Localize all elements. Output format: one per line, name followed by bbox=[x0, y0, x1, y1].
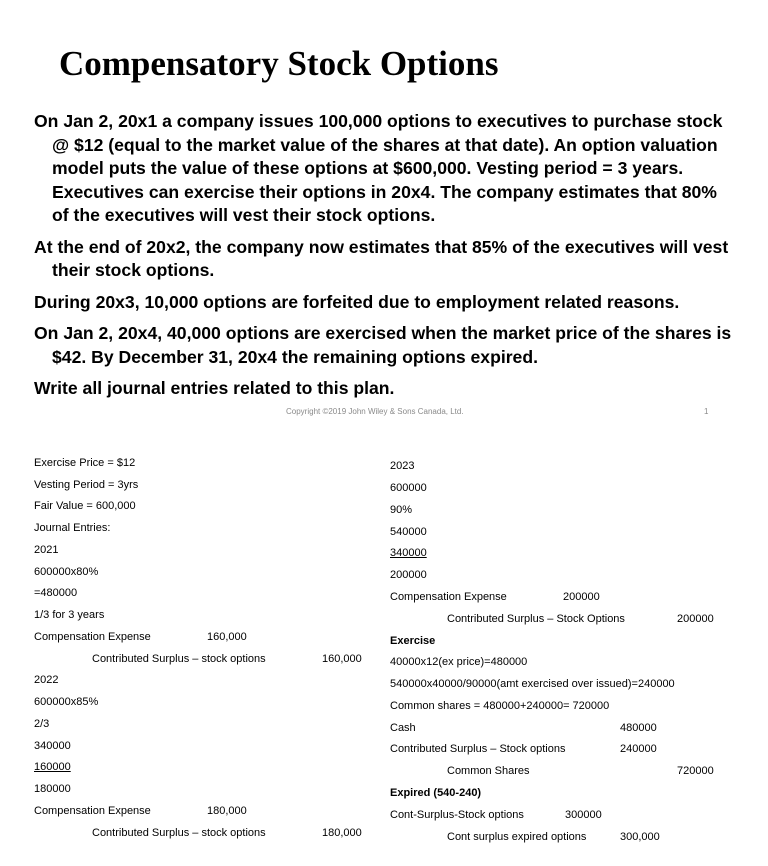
entry1-debit: Compensation Expense bbox=[34, 631, 151, 643]
calc-2022: 600000x85% bbox=[34, 696, 99, 708]
expired-credit-amount: 300,000 bbox=[620, 831, 660, 843]
exercise-calc-1: 40000x12(ex price)=480000 bbox=[390, 656, 528, 668]
expired-credit: Cont surplus expired options bbox=[447, 831, 587, 843]
entry1-debit-amount: 160,000 bbox=[207, 631, 247, 643]
entry3-debit: Compensation Expense bbox=[390, 591, 507, 603]
year-2022: 2022 bbox=[34, 674, 59, 686]
entry1-credit-amount: 160,000 bbox=[322, 653, 362, 665]
vesting-period: Vesting Period = 3yrs bbox=[34, 479, 139, 491]
entry3-credit: Contributed Surplus – Stock Options bbox=[447, 613, 625, 625]
contributed-surplus-label: Contributed Surplus – Stock options bbox=[390, 743, 566, 755]
cash-label: Cash bbox=[390, 722, 416, 734]
expired-debit-amount: 300000 bbox=[565, 809, 602, 821]
paragraph-issue: On Jan 2, 20x1 a company issues 100,000 options to executives to purchase stock @ $12 (equal to the market value of the shares at that date). An option valuation model puts the value of these options at $600,000. Vesting period = 3 years. Executives can exercise their options in 20x4. The company estimates that 80% of the executives will vest their stock options. bbox=[34, 111, 723, 225]
expired-heading: Expired (540-240) bbox=[390, 787, 482, 799]
fraction-2021: 1/3 for 3 years bbox=[34, 609, 105, 621]
paragraph-20x2-estimate: At the end of 20x2, the company now estimates that 85% of the executives will vest their stock options. bbox=[34, 236, 729, 280]
calc-2021: 600000x80% bbox=[34, 566, 99, 578]
common-shares-label: Common Shares bbox=[447, 765, 530, 777]
journal-entries-heading: Journal Entries: bbox=[34, 522, 111, 534]
exercise-heading: Exercise bbox=[390, 635, 436, 647]
entry2-credit: Contributed Surplus – stock options bbox=[92, 827, 266, 839]
paragraph-instruction: Write all journal entries related to this plan. bbox=[34, 378, 395, 398]
cumulative-2022: 340000 bbox=[34, 740, 71, 752]
fair-value: Fair Value = 600,000 bbox=[34, 500, 136, 512]
percent-2023: 90% bbox=[390, 504, 413, 516]
entry1-credit: Contributed Surplus – stock options bbox=[92, 653, 266, 665]
paragraph-20x3-forfeit: During 20x3, 10,000 options are forfeited due to employment related reasons. bbox=[34, 291, 680, 312]
exercise-price: Exercise Price = $12 bbox=[34, 457, 136, 469]
contributed-surplus-amount: 240000 bbox=[620, 743, 657, 755]
difference-2022: 180000 bbox=[34, 783, 71, 795]
cash-amount: 480000 bbox=[620, 722, 657, 734]
prior-2023: 340000 bbox=[390, 547, 427, 559]
result-2021: =480000 bbox=[34, 587, 78, 599]
slide-title: Compensatory Stock Options bbox=[59, 44, 499, 83]
year-2023: 2023 bbox=[390, 460, 415, 472]
page-number: 1 bbox=[704, 407, 709, 416]
common-shares-amount: 720000 bbox=[677, 765, 714, 777]
base-2023: 600000 bbox=[390, 482, 427, 494]
exercise-calc-3: Common shares = 480000+240000= 720000 bbox=[390, 700, 610, 712]
entry2-debit: Compensation Expense bbox=[34, 805, 151, 817]
year-2021: 2021 bbox=[34, 544, 59, 556]
fraction-2022: 2/3 bbox=[34, 718, 50, 730]
entry3-debit-amount: 200000 bbox=[563, 591, 600, 603]
problem-statement bbox=[34, 110, 734, 409]
paragraph-20x4-exercise: On Jan 2, 20x4, 40,000 options are exercised when the market price of the shares is $42. By December 31, 20x4 the remaining options expired. bbox=[34, 323, 732, 367]
difference-2023: 200000 bbox=[390, 569, 427, 581]
entry2-credit-amount: 180,000 bbox=[322, 827, 362, 839]
copyright: Copyright ©2019 John Wiley & Sons Canada, Ltd. bbox=[286, 407, 464, 416]
prior-2022: 160000 bbox=[34, 761, 71, 773]
entry3-credit-amount: 200000 bbox=[677, 613, 714, 625]
exercise-calc-2: 540000x40000/90000(amt exercised over issued)=240000 bbox=[390, 678, 675, 690]
entry2-debit-amount: 180,000 bbox=[207, 805, 247, 817]
total-2023: 540000 bbox=[390, 526, 427, 538]
expired-debit: Cont-Surplus-Stock options bbox=[390, 809, 524, 821]
